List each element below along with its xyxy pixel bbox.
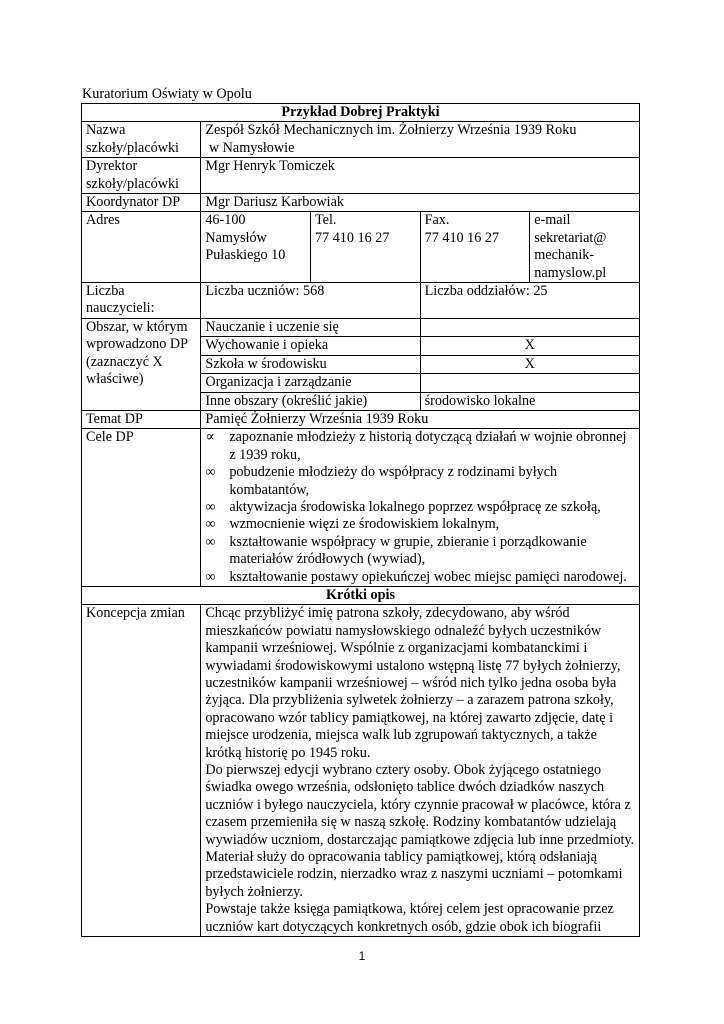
goal-item	[205, 534, 635, 569]
email-line3: namyslow.pl	[534, 264, 607, 281]
concept-label: Koncepcja zmian	[82, 605, 201, 937]
area-mark	[420, 318, 639, 336]
email-label: e-mail	[534, 212, 571, 229]
director-label: Dyrektor szkoły/placówki	[82, 158, 201, 194]
fax-cell	[420, 212, 530, 283]
goal-item	[205, 499, 635, 516]
good-practice-table	[81, 103, 640, 937]
goals-value	[201, 429, 640, 587]
bullet-icon: ∞	[205, 516, 216, 533]
goal-text: kształtowanie postawy opiekuńczej wobec miejsc pamięci narodowej.	[229, 568, 627, 585]
coordinator-label: Koordynator DP	[82, 194, 201, 212]
fax-value: 77 410 16 27	[424, 229, 500, 246]
school-name-line1: Zespół Szkół Mechanicznych im. Żołnierzy Września 1939 Roku	[205, 122, 577, 139]
summary-heading: Krótki opis	[82, 586, 640, 604]
area-name: Organizacja i zarządzanie	[201, 374, 420, 392]
coordinator-value: Mgr Dariusz Karbowiak	[201, 194, 640, 212]
school-name-line2: w Namysłowie	[205, 139, 295, 156]
bullet-icon: ∞	[205, 533, 216, 550]
goals-label: Cele DP	[82, 429, 201, 587]
bullet-icon: ∞	[205, 464, 216, 481]
teachers-label: Liczba nauczycieli:	[82, 283, 201, 319]
email-line1: sekretariat@	[534, 229, 607, 246]
bullet-icon: ∝	[205, 429, 215, 446]
students-count: Liczba uczniów: 568	[201, 283, 420, 319]
concept-value	[201, 605, 640, 937]
goal-text: pobudzenie młodzieży do współpracy z rodzinami byłych kombatantów,	[229, 464, 558, 498]
classes-count: Liczba oddziałów: 25	[420, 283, 639, 319]
phone-cell	[310, 212, 420, 283]
director-value: Mgr Henryk Tomiczek	[201, 158, 640, 194]
document-title: Przykład Dobrej Praktyki	[82, 104, 640, 122]
topic-label: Temat DP	[82, 410, 201, 428]
address-label: Adres	[82, 212, 201, 283]
area-name: Inne obszary (określić jakie)	[201, 392, 420, 410]
area-name: Wychowanie i opieka	[201, 337, 420, 355]
area-other-value: środowisko lokalne	[420, 392, 639, 410]
goal-item	[205, 429, 635, 464]
goal-text: zapoznanie młodzieży z historią dotyczącą działań w wojnie obronnej z 1939 roku,	[229, 429, 627, 463]
goal-item	[205, 464, 635, 499]
page-number: 1	[358, 949, 366, 963]
area-mark	[420, 374, 639, 392]
email-line2: mechanik-	[534, 247, 595, 264]
goal-text: wzmocnienie więzi ze środowiskiem lokalnym,	[229, 516, 500, 533]
area-mark: X	[420, 337, 639, 355]
goals-list	[205, 429, 635, 586]
organization-header: Kuratorium Oświaty w Opolu	[82, 86, 252, 102]
concept-paragraph: Chcąc przybliżyć imię patrona szkoły, zdecydowano, aby wśród mieszkańców powiatu namysłowskiego odnaleźć byłych uczestników kampanii wrześniowej. Wspólnie z organizacjami kombatanckimi i wywiadami środowiskowymi ustalono wstępną listę 77 byłych żołnierzy, uczestników kampanii wrześniowej – wśród nich tylko jedna osoba była żyjąca. Dla przybliżenia sylwetek żołnierzy – a zarazem patrona szkoły, opracowano wzór tablicy pamiątkowej, na której zawarto zdjęcie, datę i miejsce urodzenia, miejsca walk lub zgrupowań taktycznych, a także krótką historię po 1945 roku.	[205, 605, 621, 761]
goal-item	[205, 569, 635, 586]
school-label: Nazwa szkoły/placówki	[82, 122, 201, 158]
phone-value: 77 410 16 27	[314, 229, 390, 246]
goal-text: kształtowanie współpracy w grupie, zbieranie i porządkowanie materiałów źródłowych (wywiad),	[229, 533, 587, 568]
goal-text: aktywizacja środowiska lokalnego poprzez współpracę ze szkołą,	[229, 498, 601, 515]
address-street: Pułaskiego 10	[205, 247, 286, 264]
address-value	[201, 212, 311, 283]
email-cell	[530, 212, 640, 283]
bullet-icon: ∞	[205, 568, 216, 585]
phone-label: Tel.	[314, 212, 337, 229]
area-name: Szkoła w środowisku	[201, 355, 420, 373]
concept-paragraph: Powstaje także księga pamiątkowa, której celem jest opracowanie przez uczniów kart dotyczących konkretnych osób, gdzie obok ich biografii	[205, 901, 614, 935]
fax-label: Fax.	[424, 212, 450, 229]
address-postcode: 46-100	[205, 212, 246, 229]
area-name: Nauczanie i uczenie się	[201, 318, 420, 336]
topic-value: Pamięć Żołnierzy Września 1939 Roku	[201, 410, 640, 428]
school-value	[201, 122, 640, 158]
areas-label: Obszar, w którym wprowadzono DP (zaznaczyć X właściwe)	[82, 318, 201, 410]
area-mark: X	[420, 355, 639, 373]
goal-item	[205, 516, 635, 533]
address-city: Namysłów	[205, 229, 267, 246]
bullet-icon: ∞	[205, 498, 216, 515]
concept-paragraph: Do pierwszej edycji wybrano cztery osoby. Obok żyjącego ostatniego świadka owego września, odsłonięto tablice dwóch dziadków naszych uczniów i byłego nauczyciela, który czynnie pracował w placówce, która z czasem przemieniła się w naszą szkołę. Rodziny kombatantów udzielają wywiadów uczniom, dostarczając pamiątkowe zdjęcia lub inne przedmioty. Materiał służy do opracowania tablicy pamiątkowej, którą odsłaniają przedstawiciele rodzin, nierzadko wraz z naszymi uczniami – potomkami byłych żołnierzy.	[205, 762, 635, 900]
